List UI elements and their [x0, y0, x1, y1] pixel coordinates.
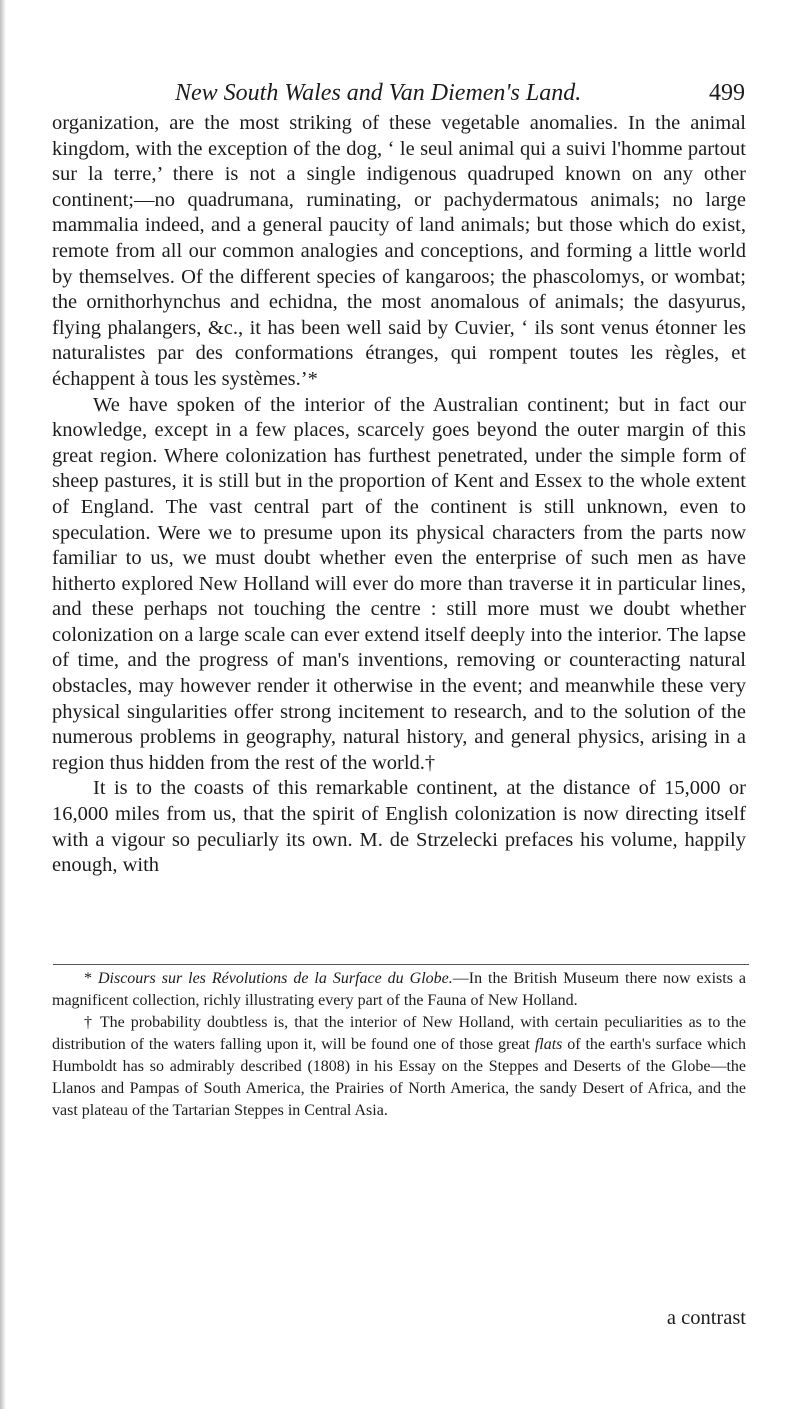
footnote-1-text: —In the British Museum there now exists a magnificent collection, richly illustrating every part of the Fauna of New Holland. [52, 970, 747, 1009]
running-header [175, 76, 745, 110]
paragraph-1: organization, are the most striking of these vegetable anomalies. In the animal kingdom, with the exception of the dog, ‘ le seul animal qui a suivi l'homme partout sur la terre,’ there is not a single indigenous quadruped known on any other continent;—no quadrumana, ruminating, or pachydermatous animals; no large mammalia indeed, and a general paucity of land animals; but those which do exist, remote from all our common analogies and conceptions, and forming a little world by themselves. Of the different species of kangaroos; the phascolomys, or wombat; the ornithorhynchus and echidna, the most anomalous of animals; the dasyurus, flying phalangers, &c., it has been well said by Cuvier, ‘ ils sont venus étonner les naturalistes par des conformations étranges, qui rompent toutes les règles, et échappent à tous les systèmes.’* [52, 112, 746, 390]
footnotes [52, 968, 746, 1122]
footnote-1-marker: * [84, 970, 92, 987]
footnote-2-italic: flats [534, 1036, 563, 1053]
footnote-2-text-b: of the earth's surface which Humboldt has so admirably described (1808) in his Essay on the Steppes and Deserts of the Globe—the Llanos and Pampas of South America, the Prairies of North America, the sandy Desert of Africa, and the vast plateau of the Tartarian Steppes in Central Asia. [52, 1036, 746, 1119]
page-number: 499 [709, 80, 745, 106]
footnote-2 [52, 1012, 746, 1122]
main-text [52, 111, 746, 879]
paragraph-3: It is to the coasts of this remarkable continent, at the distance of 15,000 or 16,000 miles from us, that the spirit of English colonization is now directing itself with a vigour so peculiarly its own. M. de Strzelecki prefaces his volume, happily enough, with [52, 777, 746, 877]
binding-shadow [0, 0, 6, 1409]
catchword: a contrast [666, 1307, 746, 1329]
running-title: New South Wales and Van Diemen's Land. [175, 80, 582, 106]
footnote-1 [52, 968, 746, 1012]
footnote-rule [53, 964, 749, 965]
footnote-2-text-a: † The probability doubtless is, that the interior of New Holland, with certain peculiarities as to the distribution of the waters falling upon it, will be found one of those great [52, 1014, 746, 1053]
footnote-1-title: Discours sur les Révolutions de la Surface du Globe. [97, 970, 453, 987]
paragraph-2: We have spoken of the interior of the Australian continent; but in fact our knowledge, except in a few places, scarcely goes beyond the outer margin of this great region. Where colonization has furthest penetrated, under the simple form of sheep pastures, it is still but in the proportion of Kent and Essex to the whole extent of England. The vast central part of the continent is still unknown, even to speculation. Were we to presume upon its physical characters from the parts now familiar to us, we must doubt whether even the enterprise of such men as have hitherto explored New Holland will ever do more than traverse it in particular lines, and these perhaps not touching the centre : still more must we doubt whether colonization on a large scale can ever extend itself deeply into the interior. The lapse of time, and the progress of man's inventions, removing or counteracting natural obstacles, may however render it otherwise in the event; and meanwhile these very physical singularities offer strong incitement to research, and to the solution of the numerous problems in geography, natural history, and general physics, arising in a region thus hidden from the rest of the world.† [52, 393, 746, 774]
